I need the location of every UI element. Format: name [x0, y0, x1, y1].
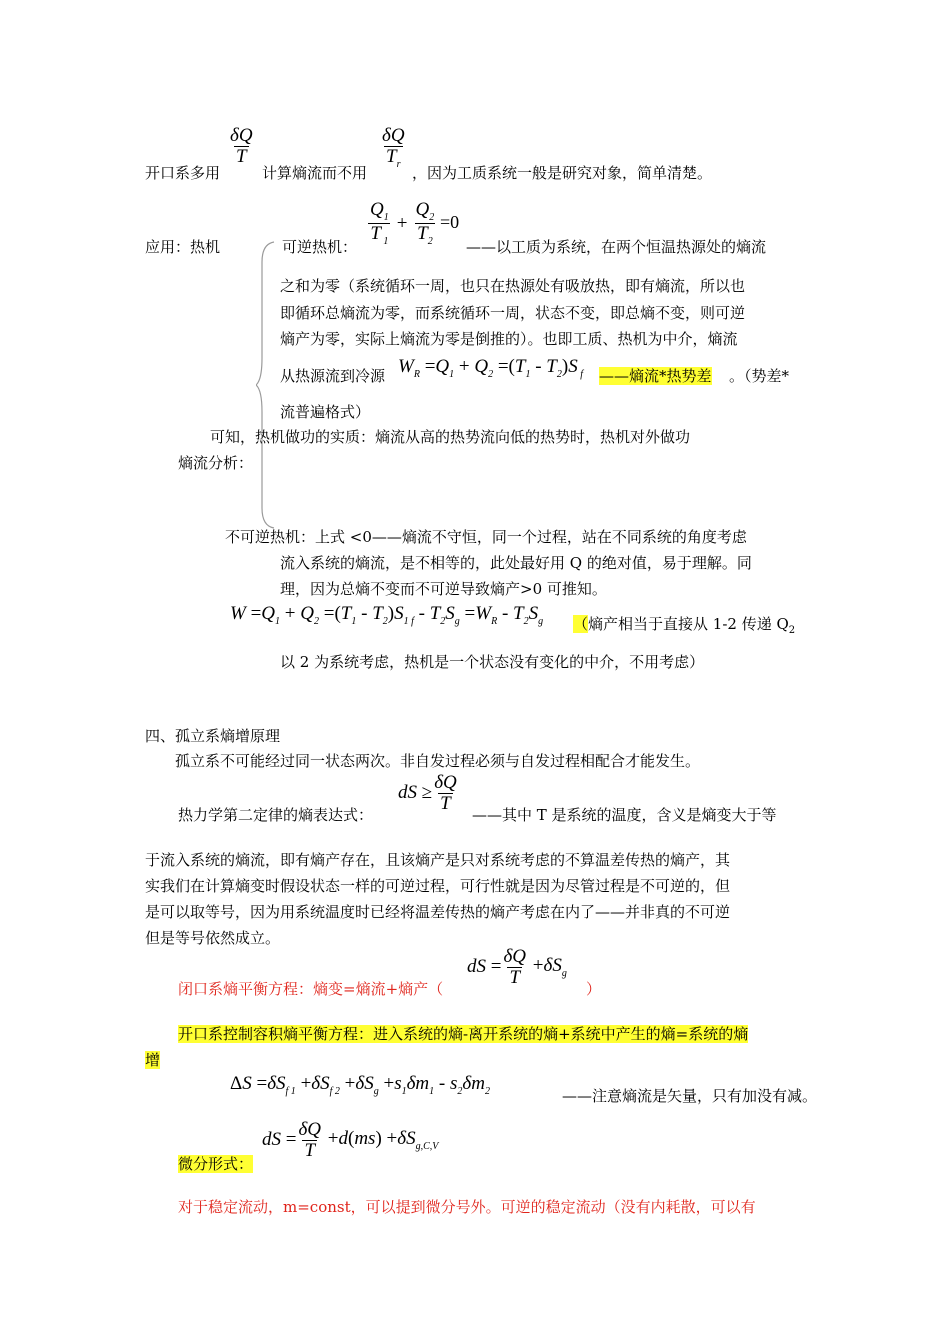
- irr-line-1: 不可逆热机：上式 <0——熵流不守恒，同一个过程，站在不同系统的角度考虑: [225, 528, 747, 546]
- second-law-equation: dS ≥ $\frac{\delta Q}{T}$: [398, 772, 457, 814]
- highlight-entropy-flow: ——熵流*热势差: [599, 367, 712, 385]
- para-line-3: 是可以取等号，因为用系统温度时已经将温差传热的熵产考虑在内了——并非真的不可逆: [145, 903, 731, 921]
- para-line-4: 但是等号依然成立。: [145, 929, 281, 947]
- open-system-line-2: 增: [145, 1051, 161, 1069]
- differential-equation: dS = $\frac{\delta Q}{T}$ $+d(ms) +\delta S_{g,C,V}$: [262, 1119, 439, 1161]
- section4-title: 四、孤立系熵增原理: [145, 727, 281, 745]
- curly-brace: [256, 240, 276, 530]
- reversible-eq-rhs: =0: [440, 212, 460, 232]
- knowable-line: 可知，热机做功的实质：熵流从高的热势流向低的热势时，热机对外做功: [210, 428, 691, 446]
- line1-text-middle: 计算熵流而不用: [262, 164, 368, 182]
- irr-line-final: 以 2 为系统考虑，热机是一个状态没有变化的中介，不用考虑）: [280, 653, 705, 671]
- closed-system-label: 闭口系熵平衡方程：熵变=熵流+熵产（: [178, 980, 444, 998]
- steady-flow-line: 对于稳定流动，m=const，可以提到微分号外。可逆的稳定流动（没有内耗散，可以有: [178, 1198, 756, 1216]
- application-label: 应用：热机: [145, 238, 221, 256]
- rev-line-1: ——以工质为系统，在两个恒温热源处的熵流: [466, 238, 767, 256]
- line1-text-before: 开口系多用: [145, 164, 221, 182]
- open-system-equation: $\Delta S =\delta S_{f 1} +\delta S_{f 2} +\delta S_g +s_1\delta m_1 - s_2\delta m_2$: [230, 1073, 490, 1097]
- rev-line-4: 熵产为零，实际上熵流为零是倒推的）。也即工质、热机为中介，熵流: [280, 330, 738, 348]
- line1-text-after: ，因为工质系统一般是研究对象，简单清楚。: [412, 164, 713, 182]
- irr-tail: （熵产相当于直接从 1-2 传递 $Q_2$: [573, 615, 796, 636]
- irreversible-work-equation: $W =Q_1 + Q_2 =(T_1 - T_2)S_{1 f} - T_2S_g =W_R - T_2S_g$: [230, 603, 544, 627]
- differential-label: 微分形式：: [178, 1155, 254, 1173]
- line1-frac2: $\frac{\delta Q}{T_r}$: [382, 125, 405, 170]
- para-line-2: 实我们在计算熵变时假设状态一样的可逆过程，可行性就是因为尽管过程是不可逆的，但: [145, 877, 731, 895]
- rev-tail-2: 流普遍格式）: [280, 403, 371, 421]
- line1-frac1: $\frac{\delta Q}{T}$: [230, 125, 253, 167]
- closed-system-equation: dS = $\frac{\delta Q}{T}$ $+\delta S_g$: [467, 946, 567, 988]
- second-law-label: 热力学第二定律的熵表达式：: [178, 806, 374, 824]
- work-equation: $W_R =Q_1 + Q_2 =(T_1 - T_2)S$ $_f$: [398, 356, 583, 380]
- irr-line-2: 流入系统的熵流，是不相等的，此处最好用 Q 的绝对值，易于理解。同: [280, 554, 752, 572]
- section4-p1: 孤立系不可能经过同一状态两次。非自发过程必须与自发过程相配合才能发生。: [175, 752, 701, 770]
- second-law-tail: ——其中 T 是系统的温度，含义是熵变大于等: [472, 806, 777, 824]
- rev-line-5: 从热源流到冷源: [280, 367, 386, 385]
- reversible-equation: $\frac{Q_1}{T _1}$ + $\frac{Q_2}{T_2}$: [370, 199, 435, 248]
- open-eq-tail: ——注意熵流是矢量，只有加没有减。: [562, 1087, 818, 1105]
- rev-line-2: 之和为零（系统循环一周，也只在热源处有吸放热，即有熵流，所以也: [280, 277, 746, 295]
- reversible-label: 可逆热机：: [282, 238, 358, 256]
- entropy-analysis-label: 熵流分析：: [178, 454, 254, 472]
- closed-system-close: ）: [586, 980, 602, 998]
- rev-tail-1: 。（势差*: [729, 367, 790, 385]
- para-line-1: 于流入系统的熵流，即有熵产存在，且该熵产是只对系统考虑的不算温差传热的熵产，其: [145, 851, 731, 869]
- rev-line-3: 即循环总熵流为零，而系统循环一周，状态不变，即总熵不变，则可逆: [280, 304, 746, 322]
- irr-line-3: 理，因为总熵不变而不可逆导致熵产>0 可推知。: [280, 580, 607, 598]
- open-system-line-1: 开口系控制容积熵平衡方程：进入系统的熵-离开系统的熵+系统中产生的熵=系统的熵: [178, 1025, 749, 1043]
